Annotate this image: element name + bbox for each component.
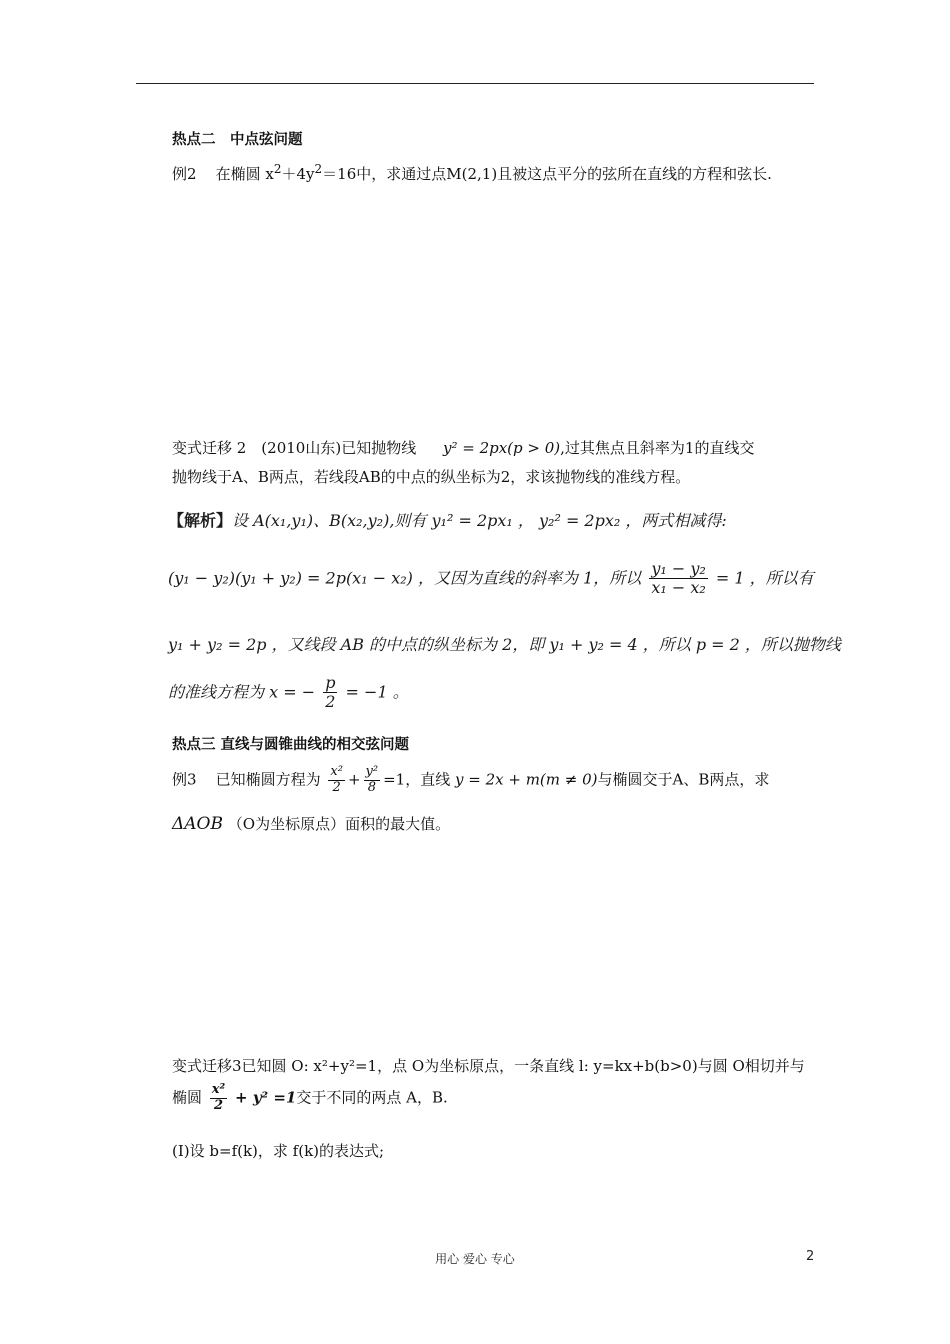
example3-f1-num: x²: [330, 764, 343, 779]
variant2-lead: 变式迁移 2 (2010山东)已知抛物线: [172, 439, 417, 457]
solution-line2-num: y₁ − y₂: [651, 559, 706, 578]
variant3-line2-tail: 交于不同的两点 A，B.: [296, 1088, 448, 1107]
example3-line2: [172, 813, 450, 834]
solution-line2-a: (y₁ − y₂)(y₁ + y₂) = 2p(x₁ − x₂) ，又因为直线的斜率为 1，所以: [168, 568, 642, 588]
section3-heading: 热点三 直线与圆锥曲线的相交弦问题: [172, 737, 410, 753]
example3-eq: =1，直线: [383, 770, 451, 789]
page-number: 2: [806, 1249, 815, 1264]
solution-line4-a: 的准线方程为 x = −: [168, 682, 316, 702]
section2-heading: 热点二 中点弦问题: [172, 132, 303, 148]
header-rule: [136, 83, 814, 84]
example3-line1: [172, 765, 769, 796]
solution-line3: [168, 632, 841, 655]
example3-fraction2: [364, 765, 381, 796]
example3-line2-text: （O为坐标原点）面积的最大值。: [227, 815, 451, 833]
solution-line3-text: y₁ + y₂ = 2p ，又线段 AB 的中点的纵坐标为 2，即 y₁ + y₂ = 4 ，所以 p = 2 ，所以抛物线: [168, 635, 841, 654]
variant3-fraction: [210, 1083, 227, 1114]
variant3-den: 2: [214, 1097, 224, 1113]
variant2-line1: [172, 437, 754, 458]
example2-text-c: ＝16中，求通过点M(2,1)且被这点平分的弦所在直线的方程和弦长.: [322, 165, 772, 183]
solution-line2-b: = 1 ，所以有: [715, 568, 814, 588]
solution-label: 【解析】: [168, 511, 233, 530]
solution-line4-b: = −1 。: [345, 682, 409, 702]
example3-f2-den: 8: [367, 779, 376, 795]
example3-f2-num: y²: [365, 764, 379, 779]
footer-slogan: 用心 爱心 专心: [435, 1252, 515, 1266]
example2-label: 例2: [172, 165, 197, 183]
solution-line2-den: x₁ − x₂: [651, 578, 706, 598]
example2-sup-a: 2: [273, 162, 282, 176]
variant2-tail: ,过其焦点且斜率为1的直线交: [560, 439, 755, 457]
variant2-formula: y² = 2px(p > 0): [442, 439, 561, 457]
variant3-line2-lead: 椭圆: [172, 1088, 203, 1107]
variant3-line2-mid: + y² =1: [235, 1088, 297, 1107]
variant3-line1: 变式迁移3已知圆 O: x²+y²=1，点 O为坐标原点，一条直线 l: y=kx+b(b>0)与圆 O相切并与: [172, 1057, 805, 1075]
variant3-num: x²: [211, 1082, 226, 1097]
example3-line-equation: y = 2x + m(m ≠ 0): [455, 770, 598, 789]
example3-tail: 与椭圆交于A、B两点，求: [597, 770, 770, 789]
example2-text-a: 在椭圆 x: [215, 165, 274, 183]
solution-line4-num: p: [325, 673, 336, 692]
example3-triangle: ΔAOB: [172, 814, 223, 834]
example2: [172, 162, 772, 184]
solution-line4: [168, 674, 409, 712]
solution-line1: [168, 508, 727, 531]
example3-lead: 已知椭圆方程为: [215, 770, 321, 789]
example2-text-b: ＋4y: [281, 165, 315, 183]
example3-label: 例3: [172, 770, 197, 789]
solution-line4-den: 2: [325, 692, 336, 712]
solution-line4-fraction: [323, 674, 337, 712]
example3-f1-den: 2: [332, 779, 341, 795]
solution-line1-text: 设 A(x₁,y₁)、B(x₂,y₂),则有 y₁² = 2px₁ ， y₂² = 2px₂ ，两式相减得:: [232, 511, 727, 530]
example3-fraction1: [328, 765, 345, 796]
example2-sup-b: 2: [314, 162, 323, 176]
variant3-line2: [172, 1083, 448, 1114]
variant3-line3: (Ⅰ)设 b=f(k)，求 f(k)的表达式;: [172, 1142, 385, 1160]
example3-plus: +: [347, 770, 361, 789]
variant2-line2: 抛物线于A、B两点，若线段AB的中点的纵坐标为2，求该抛物线的准线方程。: [172, 468, 691, 486]
solution-line2-fraction: [649, 560, 707, 598]
solution-line2: [168, 560, 814, 598]
